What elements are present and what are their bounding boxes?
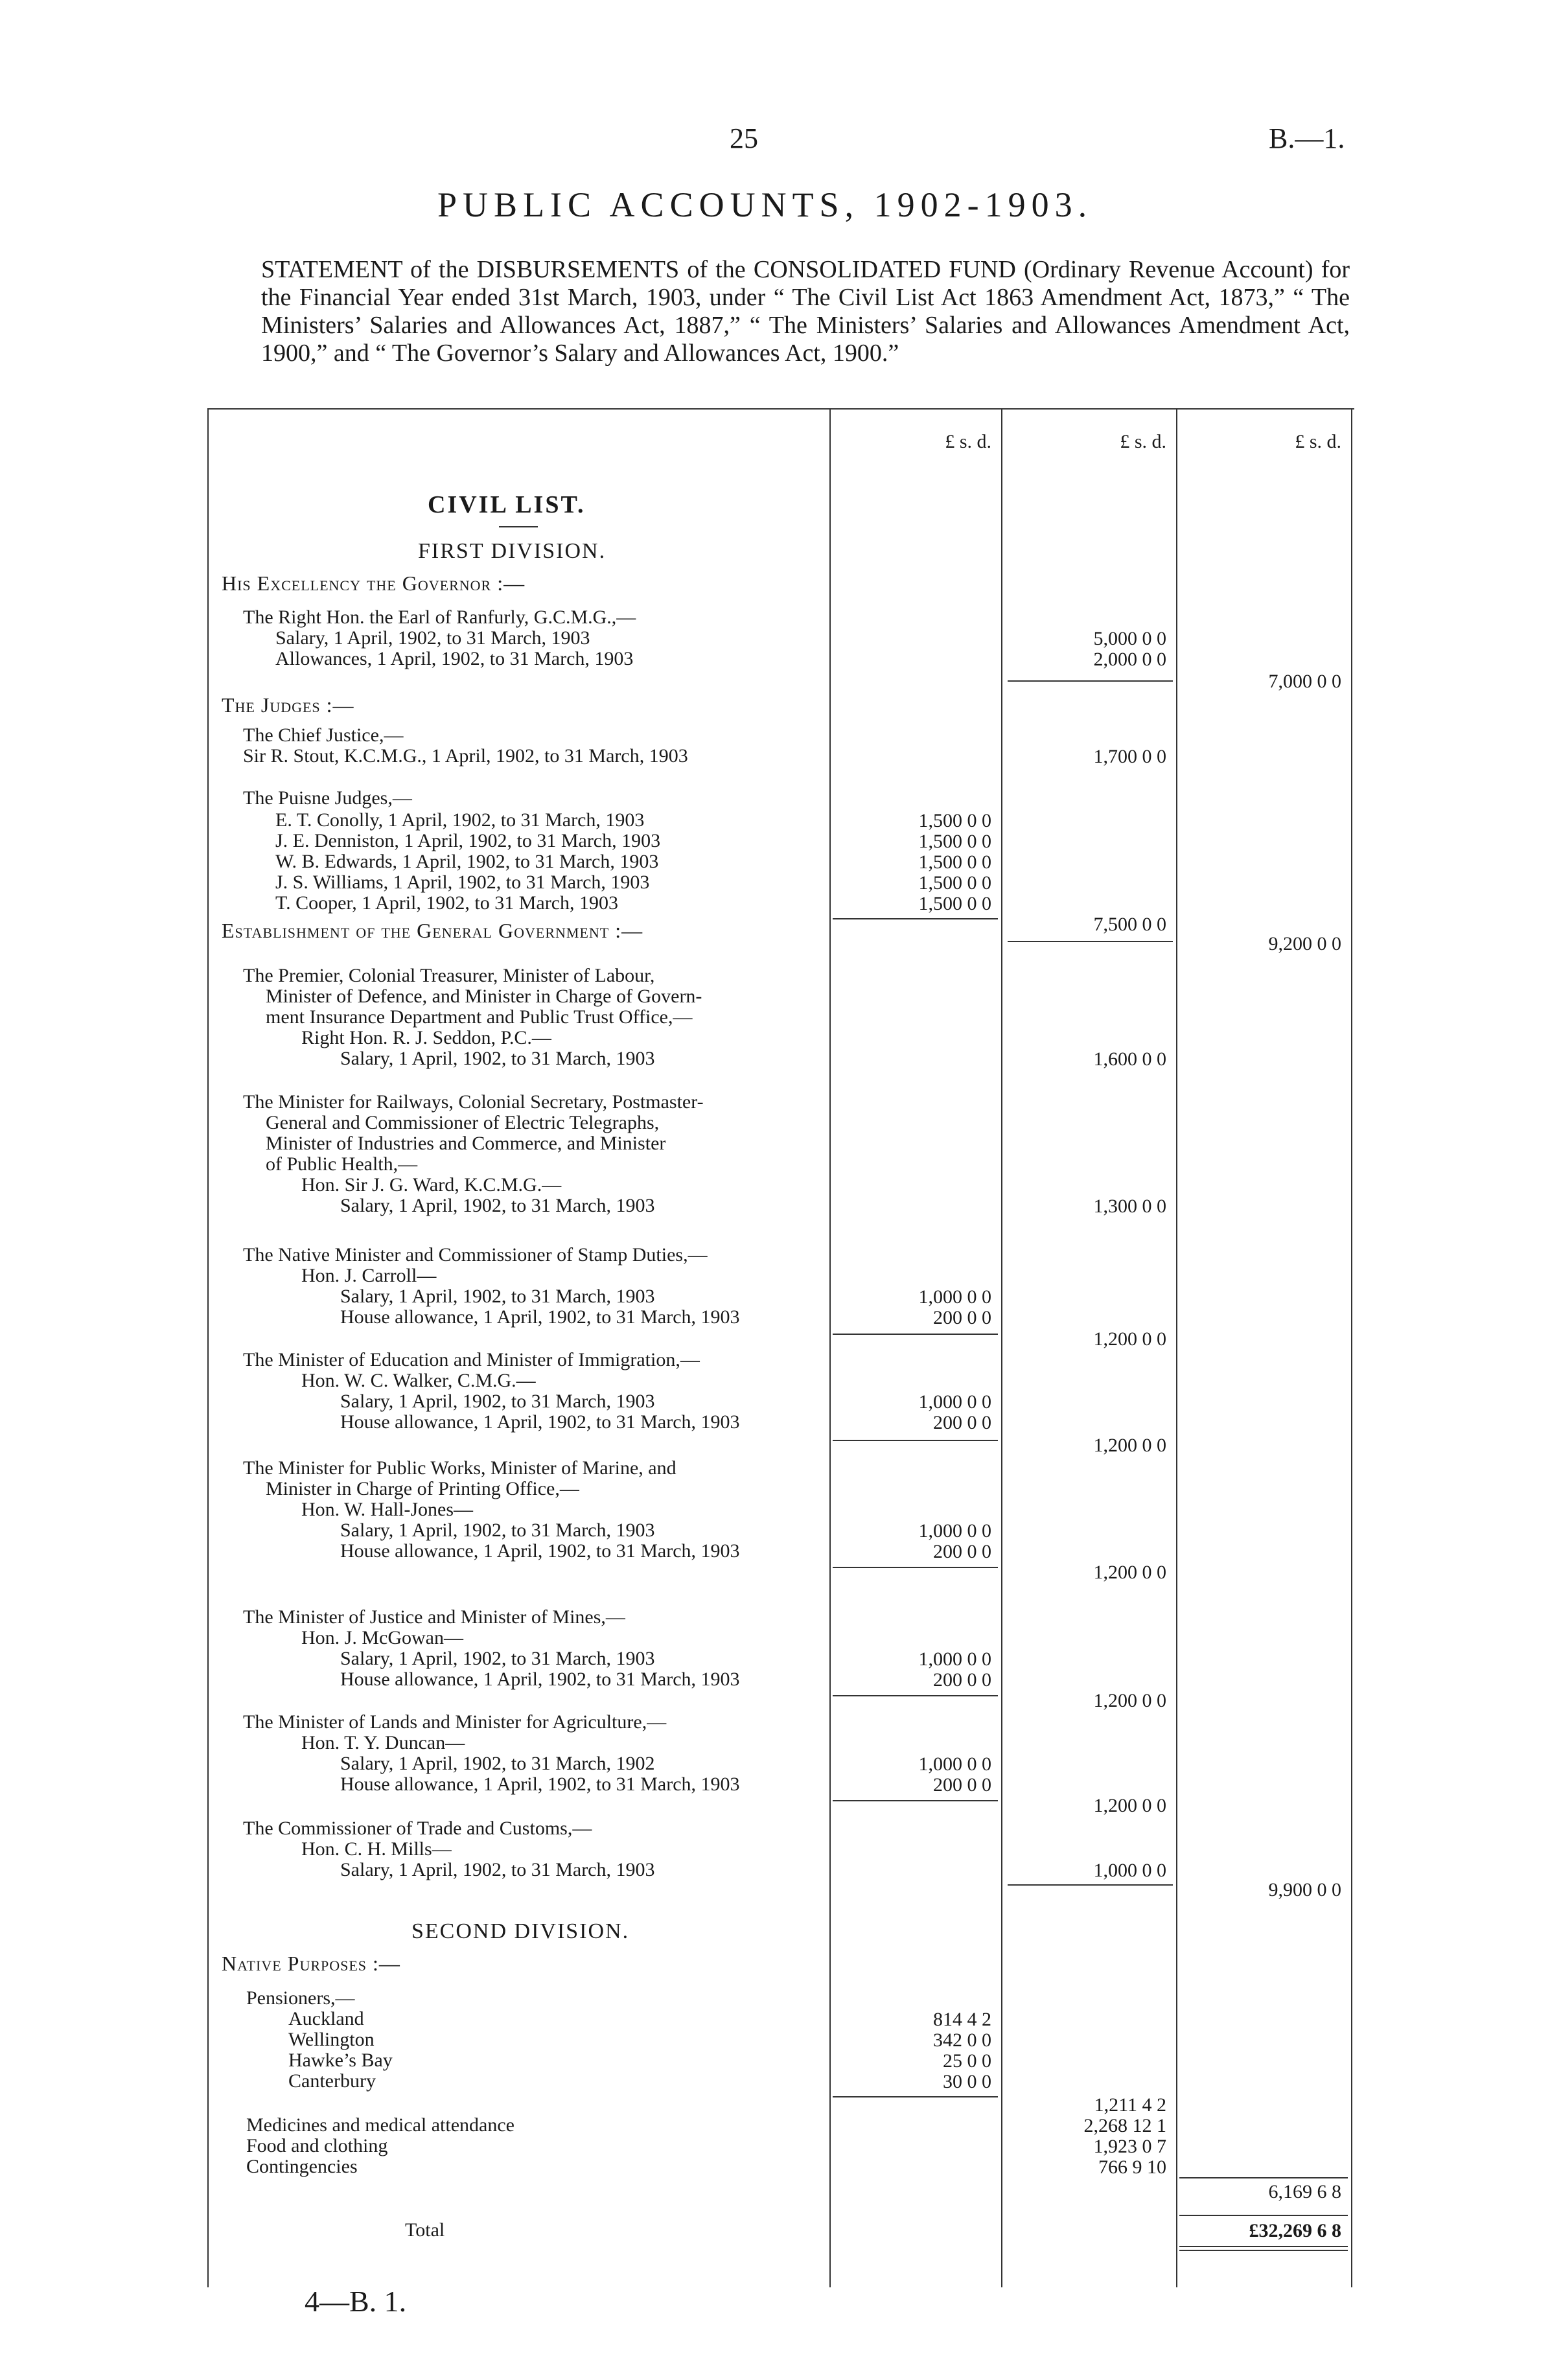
total-top-rule xyxy=(1179,2215,1348,2216)
amount: 200 0 0 xyxy=(933,1412,991,1433)
amount: 1,700 0 0 xyxy=(1093,746,1166,767)
chief-justice-line: Sir R. Stout, K.C.M.G., 1 April, 1902, to 31 March, 1903 xyxy=(243,745,688,767)
railways-line: Minister of Industries and Commerce, and Minister xyxy=(266,1133,666,1154)
education-house: House allowance, 1 April, 1902, to 31 March, 1903 xyxy=(340,1411,740,1433)
amount: 1,500 0 0 xyxy=(918,893,991,914)
railways-salary: Salary, 1 April, 1902, to 31 March, 1903 xyxy=(340,1195,655,1216)
col3-divider xyxy=(1176,408,1177,2287)
col2-divider xyxy=(1001,408,1002,2287)
judge-row: W. B. Edwards, 1 April, 1902, to 31 March, 1903 xyxy=(275,851,659,872)
subtotal-rule xyxy=(1008,941,1173,942)
medicines-label: Medicines and medical attendance xyxy=(246,2114,515,2136)
amount: 1,200 0 0 xyxy=(1093,1795,1166,1816)
amount: 2,268 12 1 xyxy=(1083,2115,1166,2136)
amount: 1,200 0 0 xyxy=(1093,1328,1166,1350)
amount: 342 0 0 xyxy=(933,2029,991,2051)
page-title: PUBLIC ACCOUNTS, 1902-1903. xyxy=(437,185,1093,224)
premier-line: The Premier, Colonial Treasurer, Minister of Labour, xyxy=(243,965,655,986)
amount: 1,000 0 0 xyxy=(918,1286,991,1308)
governor-salary: Salary, 1 April, 1902, to 31 March, 1903 xyxy=(275,627,590,649)
table-left-rule xyxy=(207,408,209,2287)
subtotal-rule xyxy=(833,1567,998,1568)
judge-row: E. T. Conolly, 1 April, 1902, to 31 March, 1903 xyxy=(275,809,645,831)
justice-house: House allowance, 1 April, 1902, to 31 March, 1903 xyxy=(340,1669,740,1690)
native-purposes-heading: Native Purposes :— xyxy=(222,1952,400,1975)
premier-line: Minister of Defence, and Minister in Charge of Govern- xyxy=(266,986,702,1007)
pension-region: Canterbury xyxy=(288,2070,376,2092)
first-division-heading: FIRST DIVISION. xyxy=(418,539,607,563)
heading-rule xyxy=(499,526,538,527)
works-line: Minister in Charge of Printing Office,— xyxy=(266,1478,579,1499)
pension-region: Hawke’s Bay xyxy=(288,2050,393,2071)
amount: 1,000 0 0 xyxy=(1093,1860,1166,1881)
amount: 5,000 0 0 xyxy=(1093,628,1166,649)
trade-line: Hon. C. H. Mills— xyxy=(301,1838,452,1860)
amount: 200 0 0 xyxy=(933,1307,991,1328)
column-header-1: £ s. d. xyxy=(945,431,991,452)
total-double-rule xyxy=(1179,2250,1348,2251)
subtotal-rule xyxy=(1179,2177,1348,2178)
amount: 1,923 0 7 xyxy=(1093,2136,1166,2157)
amount: 1,500 0 0 xyxy=(918,831,991,852)
subtotal-rule xyxy=(833,918,998,919)
lands-line: The Minister of Lands and Minister for Agriculture,— xyxy=(243,1711,667,1733)
subtotal-rule xyxy=(833,1334,998,1335)
native-salary: Salary, 1 April, 1902, to 31 March, 1903 xyxy=(340,1286,655,1307)
amount: 25 0 0 xyxy=(943,2050,991,2072)
pensioners-label: Pensioners,— xyxy=(246,1987,355,2009)
governor-heading: His Excellency the Governor :— xyxy=(222,572,526,595)
table-top-rule xyxy=(207,408,1354,410)
works-line: The Minister for Public Works, Minister of Marine, and xyxy=(243,1457,676,1479)
justice-line: Hon. J. McGowan— xyxy=(301,1627,463,1648)
page-number: 25 xyxy=(730,122,758,154)
amount: 1,000 0 0 xyxy=(918,1520,991,1542)
pension-region: Wellington xyxy=(288,2029,375,2050)
pension-region: Auckland xyxy=(288,2008,364,2029)
lands-house: House allowance, 1 April, 1902, to 31 March, 1903 xyxy=(340,1773,740,1795)
railways-line: The Minister for Railways, Colonial Secretary, Postmaster- xyxy=(243,1091,704,1113)
justice-line: The Minister of Justice and Minister of Mines,— xyxy=(243,1606,625,1628)
native-minister-line: The Native Minister and Commissioner of Stamp Duties,— xyxy=(243,1244,708,1265)
subtotal-rule xyxy=(1008,1884,1173,1886)
col1-divider xyxy=(829,408,831,2287)
amount: 1,200 0 0 xyxy=(1093,1435,1166,1456)
signature-mark: 4—B. 1. xyxy=(305,2285,407,2318)
governor-allowances: Allowances, 1 April, 1902, to 31 March, 1903 xyxy=(275,648,634,669)
table-right-rule xyxy=(1351,408,1352,2287)
statement-paragraph: STATEMENT of the DISBURSEMENTS of the CONSOLIDATED FUND (Ordinary Revenue Account) for the Financial Year ended 31st March, 1903, under “ The Civil List Act 1863 Amendment Act, 1873,” “ The Ministers’ Salaries and Allowances Act, 1887,” “ The Ministers’ Salaries and Allowances Amendment Act, 1900,” and “ The Governor’s Salary and Allowances Act, 1900.” xyxy=(261,256,1350,367)
food-label: Food and clothing xyxy=(246,2135,388,2156)
lands-line: Hon. T. Y. Duncan— xyxy=(301,1732,465,1753)
amount: 1,600 0 0 xyxy=(1093,1048,1166,1070)
judges-heading: The Judges :— xyxy=(222,693,354,717)
judge-row: J. E. Denniston, 1 April, 1902, to 31 March, 1903 xyxy=(275,830,661,851)
amount: 9,900 0 0 xyxy=(1268,1879,1341,1901)
premier-salary: Salary, 1 April, 1902, to 31 March, 1903 xyxy=(340,1048,655,1069)
amount: 6,169 6 8 xyxy=(1268,2181,1341,2202)
judge-row: T. Cooper, 1 April, 1902, to 31 March, 1903 xyxy=(275,892,619,914)
amount: 1,000 0 0 xyxy=(918,1648,991,1670)
education-line: The Minister of Education and Minister of Immigration,— xyxy=(243,1349,700,1370)
amount: 1,300 0 0 xyxy=(1093,1196,1166,1217)
establishment-heading: Establishment of the General Government :— xyxy=(222,919,643,942)
premier-line: Right Hon. R. J. Seddon, P.C.— xyxy=(301,1027,551,1048)
amount: 7,000 0 0 xyxy=(1268,671,1341,692)
native-house: House allowance, 1 April, 1902, to 31 March, 1903 xyxy=(340,1306,740,1328)
education-line: Hon. W. C. Walker, C.M.G.— xyxy=(301,1370,536,1391)
document-reference: B.—1. xyxy=(1269,122,1345,154)
trade-salary: Salary, 1 April, 1902, to 31 March, 1903 xyxy=(340,1859,655,1880)
justice-salary: Salary, 1 April, 1902, to 31 March, 1903 xyxy=(340,1648,655,1669)
works-salary: Salary, 1 April, 1902, to 31 March, 1903 xyxy=(340,1519,655,1541)
column-header-3: £ s. d. xyxy=(1295,431,1341,452)
amount: 1,200 0 0 xyxy=(1093,1562,1166,1583)
column-header-2: £ s. d. xyxy=(1120,431,1166,452)
amount: 200 0 0 xyxy=(933,1774,991,1796)
puisne-judges-label: The Puisne Judges,— xyxy=(243,787,412,809)
amount: 1,211 4 2 xyxy=(1094,2094,1166,2116)
amount: 766 9 10 xyxy=(1098,2156,1166,2178)
railways-line: General and Commissioner of Electric Telegraphs, xyxy=(266,1112,660,1133)
amount: 1,500 0 0 xyxy=(918,872,991,894)
amount: 1,000 0 0 xyxy=(918,1753,991,1775)
governor-name: The Right Hon. the Earl of Ranfurly, G.C.M.G.,— xyxy=(243,607,636,628)
amount: 814 4 2 xyxy=(933,2009,991,2030)
amount: 2,000 0 0 xyxy=(1093,649,1166,670)
amount: 200 0 0 xyxy=(933,1541,991,1562)
amount: 1,500 0 0 xyxy=(918,810,991,831)
amount: 30 0 0 xyxy=(943,2071,991,2092)
subtotal-rule xyxy=(833,1800,998,1801)
subtotal-rule xyxy=(833,2096,998,2097)
amount: 1,500 0 0 xyxy=(918,851,991,873)
total-label: Total xyxy=(405,2219,445,2241)
amount: 200 0 0 xyxy=(933,1669,991,1691)
amount: 7,500 0 0 xyxy=(1093,914,1166,935)
native-minister-line: Hon. J. Carroll— xyxy=(301,1265,437,1286)
education-salary: Salary, 1 April, 1902, to 31 March, 1903 xyxy=(340,1391,655,1412)
trade-line: The Commissioner of Trade and Customs,— xyxy=(243,1818,592,1839)
works-house: House allowance, 1 April, 1902, to 31 March, 1903 xyxy=(340,1540,740,1562)
amount: 9,200 0 0 xyxy=(1268,933,1341,954)
second-division-heading: SECOND DIVISION. xyxy=(411,1919,630,1943)
chief-justice-label: The Chief Justice,— xyxy=(243,724,404,746)
judge-row: J. S. Williams, 1 April, 1902, to 31 March, 1903 xyxy=(275,872,650,893)
total-bottom-rule xyxy=(1179,2246,1348,2247)
railways-line: of Public Health,— xyxy=(266,1153,418,1175)
contingencies-label: Contingencies xyxy=(246,2156,358,2177)
civil-list-heading: CIVIL LIST. xyxy=(428,491,586,518)
railways-line: Hon. Sir J. G. Ward, K.C.M.G.— xyxy=(301,1174,562,1196)
amount: 1,200 0 0 xyxy=(1093,1690,1166,1711)
lands-salary: Salary, 1 April, 1902, to 31 March, 1902 xyxy=(340,1753,655,1774)
subtotal-rule xyxy=(1008,680,1173,682)
premier-line: ment Insurance Department and Public Trust Office,— xyxy=(266,1006,693,1028)
subtotal-rule xyxy=(833,1695,998,1696)
grand-total: £32,269 6 8 xyxy=(1249,2220,1341,2241)
works-line: Hon. W. Hall-Jones— xyxy=(301,1499,473,1520)
subtotal-rule xyxy=(833,1440,998,1441)
amount: 1,000 0 0 xyxy=(918,1391,991,1413)
